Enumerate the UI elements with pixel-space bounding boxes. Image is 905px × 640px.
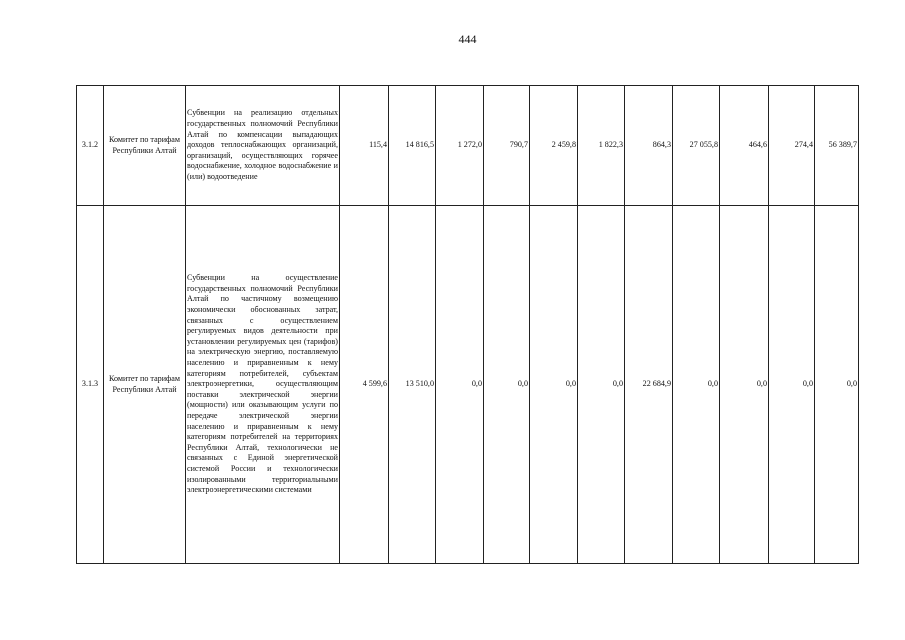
value-cell: 1 822,3: [578, 86, 625, 206]
value-cell: 864,3: [625, 86, 673, 206]
value-cell: 115,4: [340, 86, 389, 206]
value-cell: 790,7: [484, 86, 530, 206]
value-cell: 22 684,9: [625, 206, 673, 564]
value-cell: 56 389,7: [815, 86, 859, 206]
value-cell: 0,0: [720, 206, 769, 564]
budget-table: [76, 85, 859, 564]
value-cell: 464,6: [720, 86, 769, 206]
row-code: 3.1.3: [77, 206, 104, 564]
value-cell: 1 272,0: [436, 86, 484, 206]
value-cell: 0,0: [484, 206, 530, 564]
table-row: [77, 86, 859, 206]
value-cell: 13 510,0: [389, 206, 436, 564]
table-row: [77, 206, 859, 564]
row-description: Субвенции на осуществление государственных полномочий Республики Алтай по частичному возмещению экономически обоснованных затрат, связанных с осуществлением регулируемых видов деятельности при установлении регулируемых цен (тарифов) на электрическую энергию, поставляемую населению и приравненным к нему категориям потребителей, субъектам электроэнергетики, осуществляющим поставки электрической энергии (мощности) или оказывающим услуги по передаче электрической энергии населению и приравненным к нему категориям потребителей на территориях Республики Алтай, технологически не связанных с Единой энергетической системой России и технологически изолированными территориальными электроэнергетическими системами: [186, 206, 340, 564]
row-description: Субвенции на реализацию отдельных государственных полномочий Республики Алтай по компенсации выпадающих доходов теплоснабжающих организаций, организаций, осуществляющих горячее водоснабжение, холодное водоснабжение и (или) водоотведение: [186, 86, 340, 206]
value-cell: 27 055,8: [673, 86, 720, 206]
value-cell: 0,0: [815, 206, 859, 564]
page-number: 444: [458, 32, 477, 46]
value-cell: 14 816,5: [389, 86, 436, 206]
value-cell: 0,0: [436, 206, 484, 564]
row-organization: Комитет по тарифам Республики Алтай: [104, 86, 186, 206]
value-cell: 4 599,6: [340, 206, 389, 564]
value-cell: 0,0: [769, 206, 815, 564]
row-code: 3.1.2: [77, 86, 104, 206]
value-cell: 2 459,8: [530, 86, 578, 206]
row-organization: Комитет по тарифам Республики Алтай: [104, 206, 186, 564]
value-cell: 0,0: [530, 206, 578, 564]
value-cell: 0,0: [673, 206, 720, 564]
value-cell: 274,4: [769, 86, 815, 206]
value-cell: 0,0: [578, 206, 625, 564]
